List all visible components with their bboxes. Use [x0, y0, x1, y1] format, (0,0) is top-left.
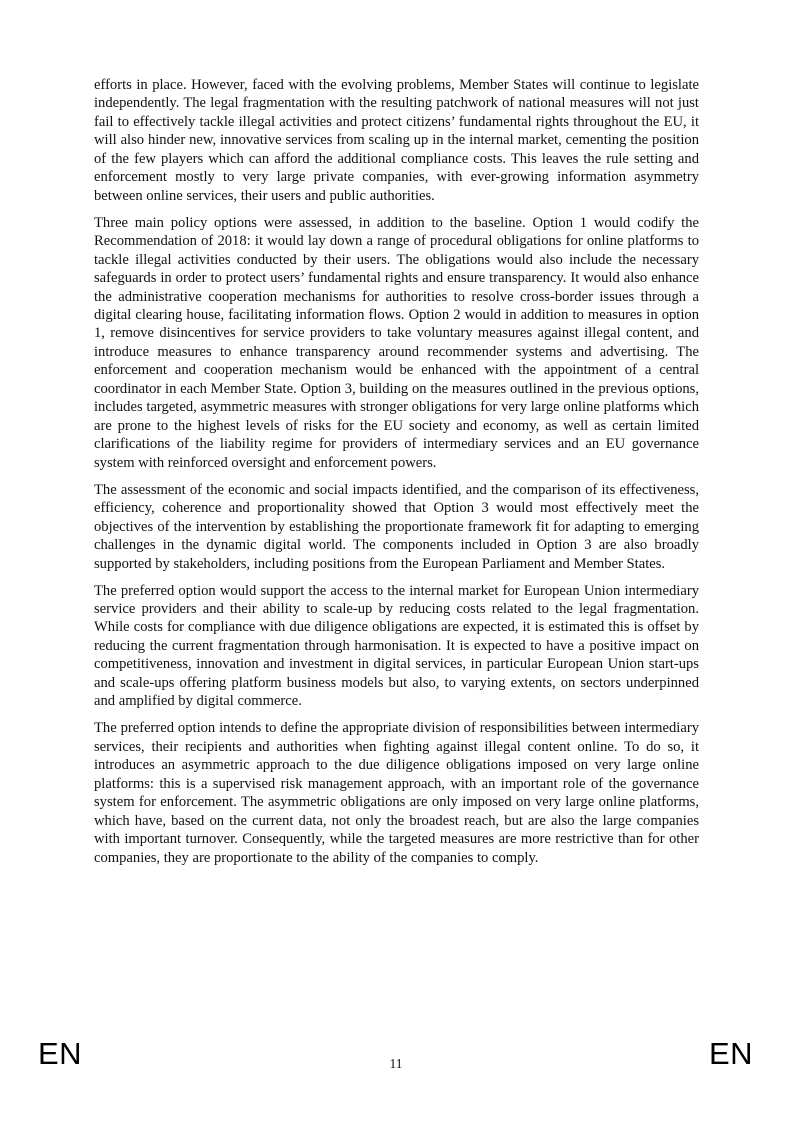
paragraph-5: The preferred option intends to define the appropriate division of responsibilities between intermediary services, their recipients and authorities when fighting against illegal content online. To do so, it introduces an asymmetric approach to the due diligence obligations imposed on very large online platforms: this is a supervised risk management approach, with an important role of the governance system for enforcement. The asymmetric obligations are only imposed on very large online platforms, which have, based on the current data, not only the broadest reach, but are also the large companies with important turnover. Consequently, while the targeted measures are more restrictive than for other companies, they are proportionate to the ability of the companies to comply. — [94, 720, 699, 866]
paragraph-3: The assessment of the economic and social impacts identified, and the comparison of its effectiveness, efficiency, coherence and proportionality showed that Option 3 would most effectively meet the objectives of the intervention by establishing the proportionate framework fit for adapting to emerging challenges in the dynamic digital world. The components included in Option 3 are also broadly supported by stakeholders, including positions from the European Parliament and Member States. — [94, 481, 699, 572]
footer-language-left: EN — [38, 1036, 83, 1071]
footer-language-right: EN — [709, 1036, 754, 1071]
paragraph-2: Three main policy options were assessed, in addition to the baseline. Option 1 would codify the Recommendation of 2018: it would lay down a range of procedural obligations for online platforms to tackle illegal activities conducted by their users. The obligations would also include the necessary safeguards in order to protect users’ fundamental rights and ensure transparency. It would also enhance the administrative cooperation mechanisms for authorities to resolve cross-border issues through a digital clearing house, facilitating information flows. Option 2 would in addition to measures in option 1, remove disincentives for service providers to take voluntary measures against illegal content, and introduce measures to enhance transparency around recommender systems and advertising. The enforcement and cooperation mechanism would be enhanced with the appointment of a central coordinator in each Member State. Option 3, building on the measures outlined in the previous options, includes targeted, asymmetric measures with stronger obligations for very large online platforms which are prone to the highest levels of risks for the EU society and economy, as well as certain limited clarifications of the liability regime for providers of intermediary services and an EU governance system with reinforced oversight and enforcement powers. — [94, 214, 699, 471]
paragraph-4: The preferred option would support the access to the internal market for European Union intermediary service providers and their ability to scale-up by reducing costs related to the legal fragmentation. While costs for compliance with due diligence obligations are expected, it is estimated this is offset by reducing the current fragmentation through harmonisation. It is expected to have a positive impact on competitiveness, innovation and investment in digital services, in particular European Union start-ups and scale-ups offering platform business models but also, to varying extents, on sectors underpinned and amplified by digital commerce. — [94, 582, 699, 710]
page-number: 11 — [389, 1056, 403, 1071]
paragraph-1: efforts in place. However, faced with the evolving problems, Member States will continue to legislate independently. The legal fragmentation with the resulting patchwork of national measures will not just fail to effectively tackle illegal activities and protect citizens’ fundamental rights throughout the EU, it will also hinder new, innovative services from scaling up in the internal market, cementing the position of the few players which can afford the additional compliance costs. This leaves the rule setting and enforcement mostly to very large private companies, with ever-growing information asymmetry between online services, their users and public authorities. — [94, 77, 699, 204]
body-text — [94, 76, 699, 876]
